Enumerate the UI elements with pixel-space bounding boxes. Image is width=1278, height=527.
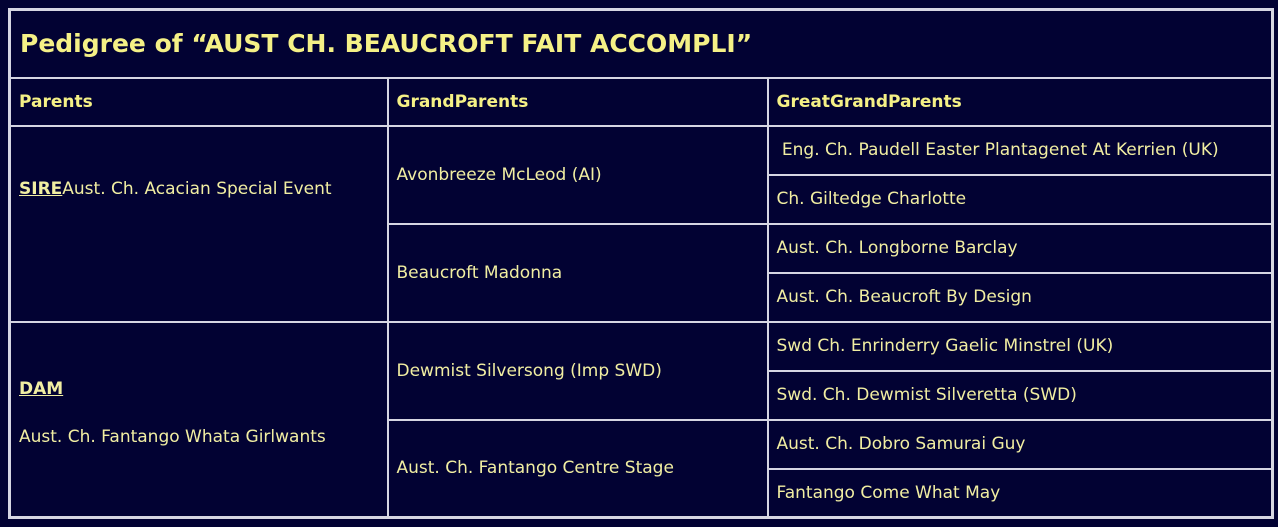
table-row	[10, 126, 1273, 175]
col-header-parents: Parents	[10, 78, 388, 126]
pedigree-table	[8, 8, 1274, 519]
sire-name: Aust. Ch. Acacian Special Event	[62, 178, 332, 199]
sire-ggp-1-cell: Eng. Ch. Paudell Easter Plantagenet At Kerrien (UK)	[768, 126, 1273, 175]
sire-ggp-3-cell: Aust. Ch. Longborne Barclay	[768, 224, 1273, 273]
sire-grandfather-cell: Avonbreeze McLeod (AI)	[388, 126, 768, 224]
sire-grandmother-cell: Beaucroft Madonna	[388, 224, 768, 322]
title-row	[10, 10, 1273, 78]
header-row	[10, 78, 1273, 126]
col-header-greatgrandparents: GreatGrandParents	[768, 78, 1273, 126]
sire-label: SIRE	[19, 178, 63, 199]
dam-label: DAM	[19, 379, 64, 400]
dam-cell	[10, 322, 388, 518]
table-row	[10, 322, 1273, 371]
dam-grandfather-cell: Dewmist Silversong (Imp SWD)	[388, 322, 768, 420]
sire-ggp-2-cell: Ch. Giltedge Charlotte	[768, 175, 1273, 224]
dam-ggp-2-cell: Swd. Ch. Dewmist Silveretta (SWD)	[768, 371, 1273, 420]
sire-cell	[10, 126, 388, 322]
dam-ggp-1-cell: Swd Ch. Enrinderry Gaelic Minstrel (UK)	[768, 322, 1273, 371]
dam-ggp-4-cell: Fantango Come What May	[768, 469, 1273, 518]
page-title: Pedigree of “AUST CH. BEAUCROFT FAIT ACCOMPLI”	[10, 10, 1273, 78]
dam-grandmother-cell: Aust. Ch. Fantango Centre Stage	[388, 420, 768, 518]
dam-name: Aust. Ch. Fantango Whata Girlwants	[19, 427, 326, 448]
col-header-grandparents: GrandParents	[388, 78, 768, 126]
dam-ggp-3-cell: Aust. Ch. Dobro Samurai Guy	[768, 420, 1273, 469]
sire-ggp-4-cell: Aust. Ch. Beaucroft By Design	[768, 273, 1273, 322]
